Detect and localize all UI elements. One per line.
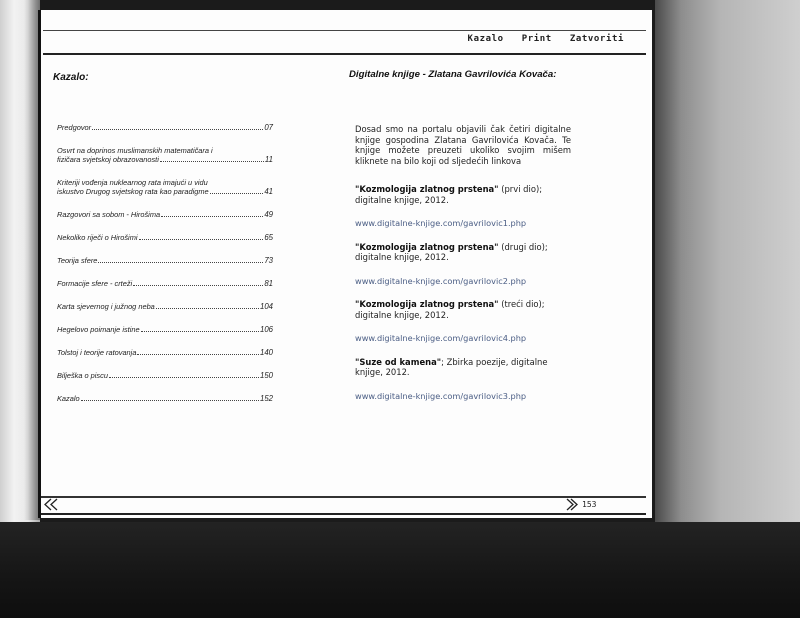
scanner-background-bottom xyxy=(0,522,800,618)
toc-item-title: Hegelovo poimanje istine xyxy=(57,325,140,334)
book-download-link[interactable]: www.digitalne-knjige.com/gavrilovic2.php xyxy=(355,275,527,286)
toc-item-osvrt[interactable] xyxy=(57,146,273,164)
toc-item-title: Razgovori sa sobom - Hirošima xyxy=(57,210,161,219)
books-intro-text: Dosad smo na portalu objavili čak četiri digitalne knjige gospodina Zlatana Gavrilovića Kovača. Te knjige možete preuzeti ukoliko svojim mišem kliknete na bilo koji od sljedećih linkova xyxy=(355,124,571,166)
page-edge-shadow xyxy=(0,0,40,520)
toc-leader-dots xyxy=(81,400,259,401)
toc-item-page: 73 xyxy=(264,256,273,265)
toc-item-page: 11 xyxy=(264,155,273,164)
toc-item-title-line2: iskustvo Drugog svjetskog rata kao paradigme xyxy=(57,187,209,196)
toc-item-kriteriji[interactable] xyxy=(57,178,273,196)
toc-item-teorija-sfere[interactable] xyxy=(57,256,273,265)
bottom-navigation-bar xyxy=(41,496,646,515)
toc-item-title-line1: Kriteriji vođenja nuklearnog rata imajući u vidu xyxy=(57,178,208,187)
toc-leader-dots xyxy=(137,354,259,355)
toc-item-page: 49 xyxy=(264,210,273,219)
books-section xyxy=(355,124,571,414)
book-entry xyxy=(355,242,571,263)
table-of-contents xyxy=(57,123,273,403)
toc-item-page: 104 xyxy=(259,302,273,311)
toc-item-page: 140 xyxy=(259,348,273,357)
toc-item-razgovori[interactable] xyxy=(57,210,273,219)
toc-item-tolstoj[interactable] xyxy=(57,348,273,357)
book-description: (prvi dio); digitalne knjige, 2012. xyxy=(355,184,543,205)
toc-leader-dots xyxy=(141,331,259,332)
book-description: (treći dio); digitalne knjige, 2012. xyxy=(355,299,545,320)
book-description: (drugi dio); digitalne knjige, 2012. xyxy=(355,241,548,262)
toc-item-page: 150 xyxy=(259,371,273,380)
top-nav xyxy=(456,34,624,44)
book-page xyxy=(38,10,652,518)
toc-item-hegelovo-poimanje[interactable] xyxy=(57,325,273,334)
book-title: "Suze od kamena" xyxy=(355,356,442,367)
toc-item-biljeska[interactable] xyxy=(57,371,273,380)
book-entry xyxy=(355,184,571,205)
book-download-link[interactable]: www.digitalne-knjige.com/gavrilovic4.php xyxy=(355,333,527,343)
book-entry xyxy=(355,299,571,320)
toc-item-page: 106 xyxy=(259,325,273,334)
toc-item-title: Formacije sfere - crteži xyxy=(57,279,133,288)
toc-item-title: Bilješka o piscu xyxy=(57,371,108,380)
book-download-link[interactable]: www.digitalne-knjige.com/gavrilovic1.php xyxy=(355,218,527,228)
toc-leader-dots xyxy=(156,308,259,309)
toc-item-kazalo[interactable] xyxy=(57,394,273,403)
book-title: "Kozmologija zlatnog prstena" xyxy=(355,299,499,309)
nav-kazalo-link[interactable]: Kazalo xyxy=(467,34,504,44)
toc-item-nekoliko-rijeci[interactable] xyxy=(57,233,273,242)
nav-print-link[interactable]: Print xyxy=(521,34,552,44)
double-chevron-right-icon[interactable] xyxy=(565,498,579,512)
toc-item-title-line1: Osvrt na doprinos muslimanskih matematičara i xyxy=(57,146,213,155)
toc-item-title: Teorija sfere xyxy=(57,256,98,265)
toc-leader-dots xyxy=(98,262,263,263)
toc-leader-dots xyxy=(161,216,263,217)
book-title: "Kozmologija zlatnog prstena" xyxy=(355,184,499,194)
double-chevron-left-icon[interactable] xyxy=(43,498,59,512)
toc-leader-dots xyxy=(109,377,259,378)
top-toolbar xyxy=(43,30,646,55)
book-title: "Kozmologija zlatnog prstena" xyxy=(355,241,499,252)
toc-leader-dots xyxy=(139,239,264,240)
toc-item-page: 81 xyxy=(264,279,273,288)
toc-item-title: Nekoliko riječi o Hirošimi xyxy=(57,233,138,242)
toc-item-page: 07 xyxy=(264,123,273,132)
toc-leader-dots xyxy=(133,285,263,286)
toc-item-title: Karta sjevernog i južnog neba xyxy=(57,302,155,311)
toc-item-page: 152 xyxy=(259,394,273,403)
nav-zatvoriti-link[interactable]: Zatvoriti xyxy=(569,34,624,44)
page-number: 153 xyxy=(582,500,597,509)
book-description: ; Zbirka poezije, digitalne knjige, 2012. xyxy=(355,356,548,377)
toc-item-title: Predgovor xyxy=(57,123,92,132)
toc-heading: Kazalo: xyxy=(53,72,89,83)
toc-item-formacije-sfere[interactable] xyxy=(57,279,273,288)
toc-leader-dots xyxy=(210,193,264,194)
toc-item-title-line2: fizičara svjetskoj obrazovanosti xyxy=(57,155,159,164)
toc-item-predgovor[interactable] xyxy=(57,123,273,132)
toc-leader-dots xyxy=(92,129,263,130)
toc-item-karta-neba[interactable] xyxy=(57,302,273,311)
toc-item-title: Kazalo xyxy=(57,394,80,403)
book-entry xyxy=(355,357,571,378)
toc-leader-dots xyxy=(160,161,264,162)
toc-item-page: 65 xyxy=(264,233,273,242)
toc-item-page: 41 xyxy=(264,187,273,196)
toc-item-title: Tolstoj i teorije ratovanja xyxy=(57,348,137,357)
books-heading: Digitalne knjige - Zlatana Gavrilovića Kovača: xyxy=(349,69,557,80)
book-download-link[interactable]: www.digitalne-knjige.com/gavrilovic3.php xyxy=(355,390,527,401)
